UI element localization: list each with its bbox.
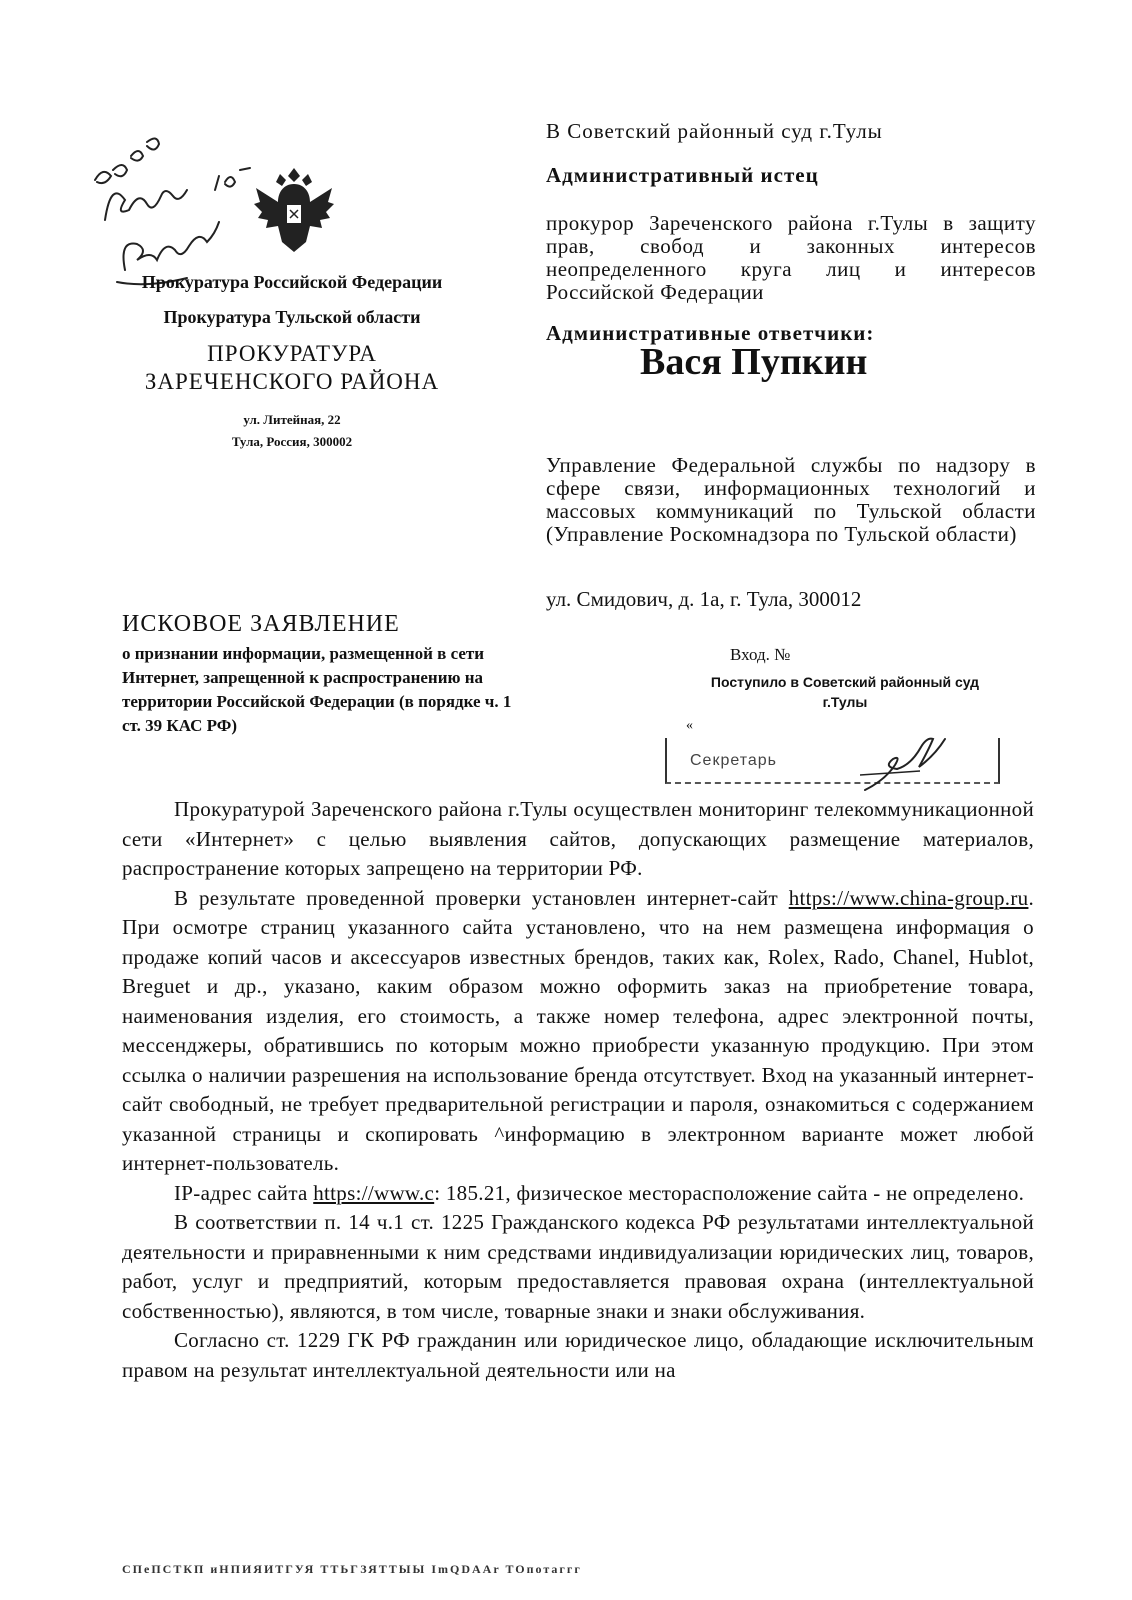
respondent-name: Вася Пупкин [640,341,868,383]
claim-title: ИСКОВОЕ ЗАЯВЛЕНИЕ [122,611,400,637]
plaintiff-text: прокурор Зареченского района г.Тулы в защиту прав, свобод и законных интересов неопределенного круга лиц и интересов Российской Федерации [546,211,1036,304]
site-link[interactable]: https://www.china-group.ru [788,885,1029,910]
respondent-2: Управление Федеральной службы по надзору в сфере связи, информационных технологий и массовых коммуникаций по Тульской области (Управление Роскомнадзора по Тульской области) [546,453,1036,546]
body-p3-after: , физическое месторасположение сайта - не определено. [505,1180,1025,1205]
stamp-received-line-1: Поступило в Советский районный суд [710,674,980,690]
footer-noise: СПеПСТКП иНПИЯИТГУЯ ТТЬГЗЯТТЫЫ ImQDAAr ТОпотаггг [122,1562,582,1576]
plaintiff-heading: Административный истец [546,163,819,187]
coat-of-arms-icon [250,160,338,258]
body-paragraph-1: Прокуратурой Зареченского района г.Тулы осуществлен мониторинг телекоммуникационной сети «Интернет» с целью выявления сайтов, допускающих размещение материалов, распространение которых запрещено на территории РФ. [122,797,1034,880]
stamp-received-line-2: г.Тулы [822,694,868,710]
org-line-1: Прокуратура Российской Федерации [141,272,443,292]
stamp-quote: « [686,718,693,733]
ip-site-link[interactable]: https://www.c [313,1180,435,1205]
body-paragraph-4: В соответствии п. 14 ч.1 ст. 1225 Гражданского кодекса РФ результатами интеллектуальной деятельности и приравненными к ним средствами индивидуализации юридических лиц, товаров, работ, услуг и предприятий, которым предоставляется правовая охрана (интеллектуальной собственностью), являются, в том числе, товарные знаки и знаки обслуживания. [122,1210,1034,1323]
stamp-secretary: Секретарь [690,752,777,769]
court-name: В Советский районный суд г.Тулы [546,119,883,143]
body-p3-before: IP-адрес сайта [174,1180,314,1205]
org-address-line-1: ул. Литейная, 22 [243,412,341,427]
body-p2-before: В результате проведенной проверки установлен интернет-сайт [174,885,789,910]
claim-body [122,795,1034,1385]
body-paragraph-3 [122,1179,1034,1209]
org-line-2: Прокуратура Тульской области [163,307,421,327]
signature-icon [860,735,950,795]
body-p2-after: . При осмотре страниц указанного сайта установлено, что на нем размещена информация о продаже копий часов и аксессуаров известных брендов, таких как, Rolex, Rado, Chanel, Hublot, Breguet и др., указано, каким образом можно оформить заказ на приобретение товара, наименования изделия, его стоимость, а также номер телефона, адрес электронной почты, мессенджеры, обратившись по которым можно приобрести указанную продукцию. При этом ссылка о наличии разрешения на использование бренда отсутствует. Вход на указанный интернет-сайт свободный, не требует предварительной регистрации и пароля, ознакомиться с содержанием указанной страницы и скопировать ^информацию в электронном варианте может любой интернет-пользователь. [122,885,1034,1175]
body-paragraph-5: Согласно ст. 1229 ГК РФ гражданин или юридическое лицо, обладающие исключительным правом на результат интеллектуальной деятельности или на [122,1328,1034,1382]
handwritten-note [85,120,275,290]
stamp-incoming-number: Вход. № [730,645,791,664]
org-line-3 [122,340,462,396]
org-line-3b: ЗАРЕЧЕНСКОГО РАЙОНА [144,369,440,394]
org-line-3a: ПРОКУРАТУРА [207,341,377,366]
claim-subtitle: о признании информации, размещенной в сети Интернет, запрещенной к распространению на территории Российской Федерации (в порядке ч. 1 ст. 39 КАС РФ) [122,644,512,735]
body-paragraph-2 [122,884,1034,1179]
respondent-2-address: ул. Смидович, д. 1а, г. Тула, 300012 [546,587,862,611]
body-p3-mid: : 185.21 [434,1180,506,1205]
stamp-received [670,672,1020,712]
org-address-line-2: Тула, Россия, 300002 [231,434,353,449]
respondents-heading: Административные ответчики: [546,321,875,345]
